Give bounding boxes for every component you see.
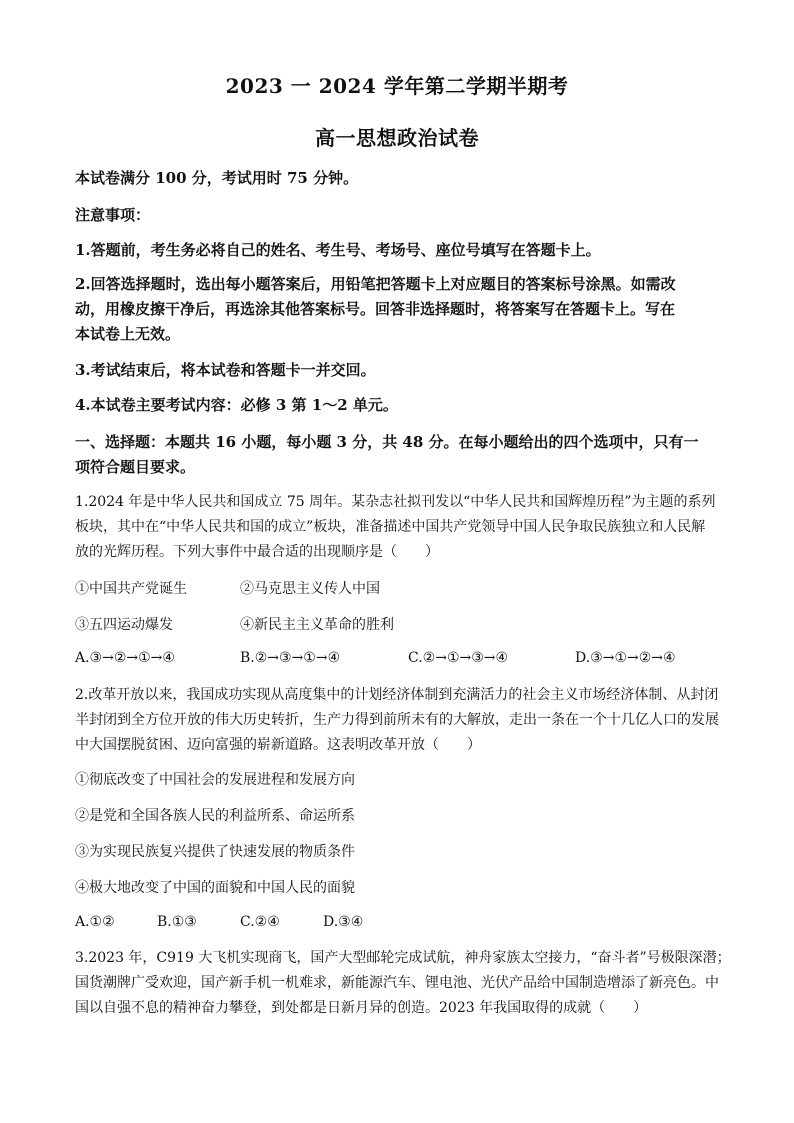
notice-heading: 注意事项： — [75, 206, 151, 224]
notice-item: 3.考试结束后，将本试卷和答题卡一并交回。 — [75, 361, 376, 379]
statement-item: ④新民主主义革命的胜利 — [240, 617, 394, 633]
question-stem: 半封闭到全方位开放的伟大历史转折，生产力得到前所未有的大解放，走出一条在一个十几亿人口的发展 — [75, 712, 719, 728]
statement-item: ④极大地改变了中国的面貌和中国人民的面貌 — [75, 880, 355, 896]
statement-item: ③五四运动爆发 — [75, 617, 173, 633]
question-stem: 中大国摆脱贫困、迈向富强的崭新道路。这表明改革开放（ ） — [75, 737, 481, 753]
notice-item: 本试卷上无效。 — [75, 325, 181, 343]
option-d: D.③→①→②→④ — [575, 650, 676, 666]
question-stem: 国以自强不息的精神奋力攀登，到处都是日新月异的创造。2023 年我国取得的成就（ ） — [75, 1000, 648, 1016]
statement-item: ③为实现民族复兴提供了快速发展的物质条件 — [75, 844, 355, 860]
notice-item: 2.回答选择题时，选出每小题答案后，用铅笔把答题卡上对应题目的答案标号涂黑。如需改 — [75, 275, 676, 293]
statement-item: ①彻底改变了中国社会的发展进程和发展方向 — [75, 772, 355, 788]
option-d: D.③④ — [323, 914, 364, 930]
question-stem: 3.2023 年，C919 大飞机实现商飞，国产大型邮轮完成试航，神舟家族太空接力，“奋斗者”号极限深潜； — [75, 950, 731, 966]
statement-row — [75, 614, 720, 634]
options-row — [75, 914, 720, 934]
notice-item: 1.答题前，考生务必将自己的姓名、考生号、考场号、座位号填写在答题卡上。 — [75, 241, 601, 259]
question-stem: 板块，其中在“中华人民共和国的成立”板块，准备描述中国共产党领导中国人民争取民族独立和人民解 — [75, 519, 706, 535]
option-b: B.②→③→①→④ — [240, 650, 341, 666]
question-stem: 放的光辉历程。下列大事件中最合适的出现顺序是（ ） — [75, 544, 439, 560]
question-stem: 国货潮牌广受欢迎，国产新手机一机难求，新能源汽车、锂电池、光伏产品给中国制造增添了新亮色。中 — [75, 975, 719, 991]
option-b: B.①③ — [157, 914, 197, 930]
option-c: C.②④ — [240, 914, 280, 930]
notice-item: 4.本试卷主要考试内容：必修 3 第 1～2 单元。 — [75, 396, 398, 414]
statement-item: ①中国共产党诞生 — [75, 581, 187, 597]
statement-item: ②马克思主义传人中国 — [240, 581, 380, 597]
section-heading: 项符合题目要求。 — [75, 458, 196, 476]
question-stem: 1.2024 年是中华人民共和国成立 75 周年。某杂志社拟刊发以“中华人民共和国辉煌历程”为主题的系列 — [75, 494, 716, 510]
option-a: A.①② — [75, 914, 115, 930]
options-row — [75, 650, 720, 670]
exam-subtitle: 高一思想政治试卷 — [315, 126, 479, 150]
question-stem: 2.改革开放以来，我国成功实现从高度集中的计划经济体制到充满活力的社会主义市场经济体制、从封闭 — [75, 687, 719, 703]
exam-title: 2023 一 2024 学年第二学期半期考 — [225, 74, 569, 98]
intro-text: 本试卷满分 100 分，考试用时 75 分钟。 — [75, 169, 359, 187]
statement-row — [75, 578, 720, 598]
option-a: A.③→②→①→④ — [75, 650, 175, 666]
section-heading: 一、选择题：本题共 16 小题，每小题 3 分，共 48 分。在每小题给出的四个选项中，只有一 — [75, 433, 699, 451]
statement-item: ②是党和全国各族人民的利益所系、命运所系 — [75, 808, 355, 824]
option-c: C.②→①→③→④ — [408, 650, 509, 666]
notice-item: 动，用橡皮擦干净后，再选涂其他答案标号。回答非选择题时，将答案写在答题卡上。写在 — [75, 300, 676, 318]
